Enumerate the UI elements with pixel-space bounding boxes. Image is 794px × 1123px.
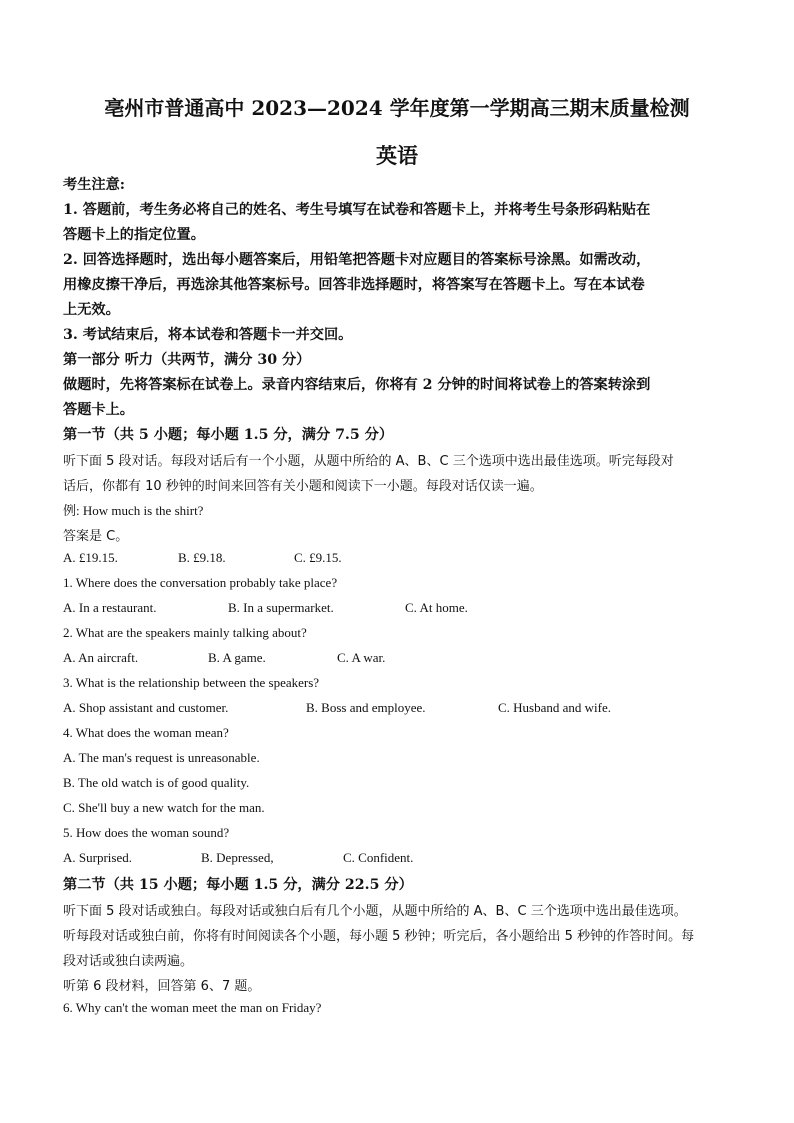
q1-option-a: A. In a restaurant. [63, 600, 157, 615]
section2-instruction: 听每段对话或独白前，你将有时间阅读各个小题，每小题 5 秒钟；听完后，各小题给出 5 秒钟的作答时间。每 [63, 929, 695, 944]
notice-line: 用橡皮擦干净后，再选涂其他答案标号。回答非选择题时，将答案写在答题卡上。写在本试卷 [63, 277, 645, 293]
q3-option-a: A. Shop assistant and customer. [63, 700, 229, 715]
question-6: 6. Why can't the woman meet the man on Friday? [63, 1000, 322, 1015]
part1-intro-line: 做题时，先将答案标在试卷上。录音内容结束后，你将有 2 分钟的时间将试卷上的答案转涂到 [63, 377, 651, 393]
question-3: 3. What is the relationship between the speakers? [63, 675, 320, 690]
section1-instruction: 听下面 5 段对话。每段对话后有一个小题，从题中所给的 A、B、C 三个选项中选出最佳选项。听完每段对 [63, 454, 674, 469]
section1-instruction: 话后，你都有 10 秒钟的时间来回答有关小题和阅读下一小题。每段对话仅读一遍。 [63, 479, 543, 494]
q4-option-c: C. She'll buy a new watch for the man. [63, 800, 265, 815]
exam-title: 亳州市普通高中 2023—2024 学年度第一学期高三期末质量检测 [104, 96, 690, 120]
notice-heading: 考生注意: [63, 177, 125, 193]
example-answer: 答案是 C。 [63, 529, 129, 544]
part1-intro-line: 答题卡上。 [63, 402, 134, 418]
section2-instruction: 段对话或独白读两遍。 [63, 954, 194, 969]
example-option-b: B. £9.18. [178, 550, 226, 565]
section2-heading: 第二节（共 15 小题；每小题 1.5 分，满分 22.5 分） [63, 877, 413, 893]
q2-option-a: A. An aircraft. [63, 650, 139, 665]
q3-option-b: B. Boss and employee. [306, 700, 426, 715]
q1-option-c: C. At home. [405, 600, 468, 615]
q2-option-c: C. A war. [337, 650, 386, 665]
q4-option-b: B. The old watch is of good quality. [63, 775, 250, 790]
section2-instruction: 听下面 5 段对话或独白。每段对话或独白后有几个小题，从题中所给的 A、B、C 三个选项中选出最佳选项。 [63, 904, 687, 919]
notice-line: 3. 考试结束后，将本试卷和答题卡一并交回。 [63, 327, 353, 343]
notice-line: 答题卡上的指定位置。 [63, 227, 205, 243]
q5-option-b: B. Depressed, [201, 850, 274, 865]
q2-option-b: B. A game. [208, 650, 266, 665]
example-question: 例: How much is the shirt? [63, 503, 204, 518]
question-2: 2. What are the speakers mainly talking about? [63, 625, 307, 640]
question-5: 5. How does the woman sound? [63, 825, 230, 840]
q4-option-a: A. The man's request is unreasonable. [63, 750, 260, 765]
subject-title: 英语 [376, 143, 418, 168]
q5-option-c: C. Confident. [343, 850, 414, 865]
example-option-c: C. £9.15. [294, 550, 342, 565]
example-option-a: A. £19.15. [63, 550, 118, 565]
notice-line: 上无效。 [63, 302, 120, 318]
section1-heading: 第一节（共 5 小题；每小题 1.5 分，满分 7.5 分） [63, 427, 394, 443]
notice-line: 2. 回答选择题时，选出每小题答案后，用铅笔把答题卡对应题目的答案标号涂黑。如需改动， [63, 252, 651, 268]
q1-option-b: B. In a supermarket. [228, 600, 334, 615]
part1-heading: 第一部分 听力（共两节，满分 30 分） [63, 352, 311, 368]
material-6-note: 听第 6 段材料，回答第 6、7 题。 [63, 979, 261, 994]
notice-line: 1. 答题前，考生务必将自己的姓名、考生号填写在试卷和答题卡上，并将考生号条形码粘贴在 [63, 202, 651, 218]
q5-option-a: A. Surprised. [63, 850, 132, 865]
question-4: 4. What does the woman mean? [63, 725, 229, 740]
q3-option-c: C. Husband and wife. [498, 700, 612, 715]
question-1: 1. Where does the conversation probably take place? [63, 575, 338, 590]
